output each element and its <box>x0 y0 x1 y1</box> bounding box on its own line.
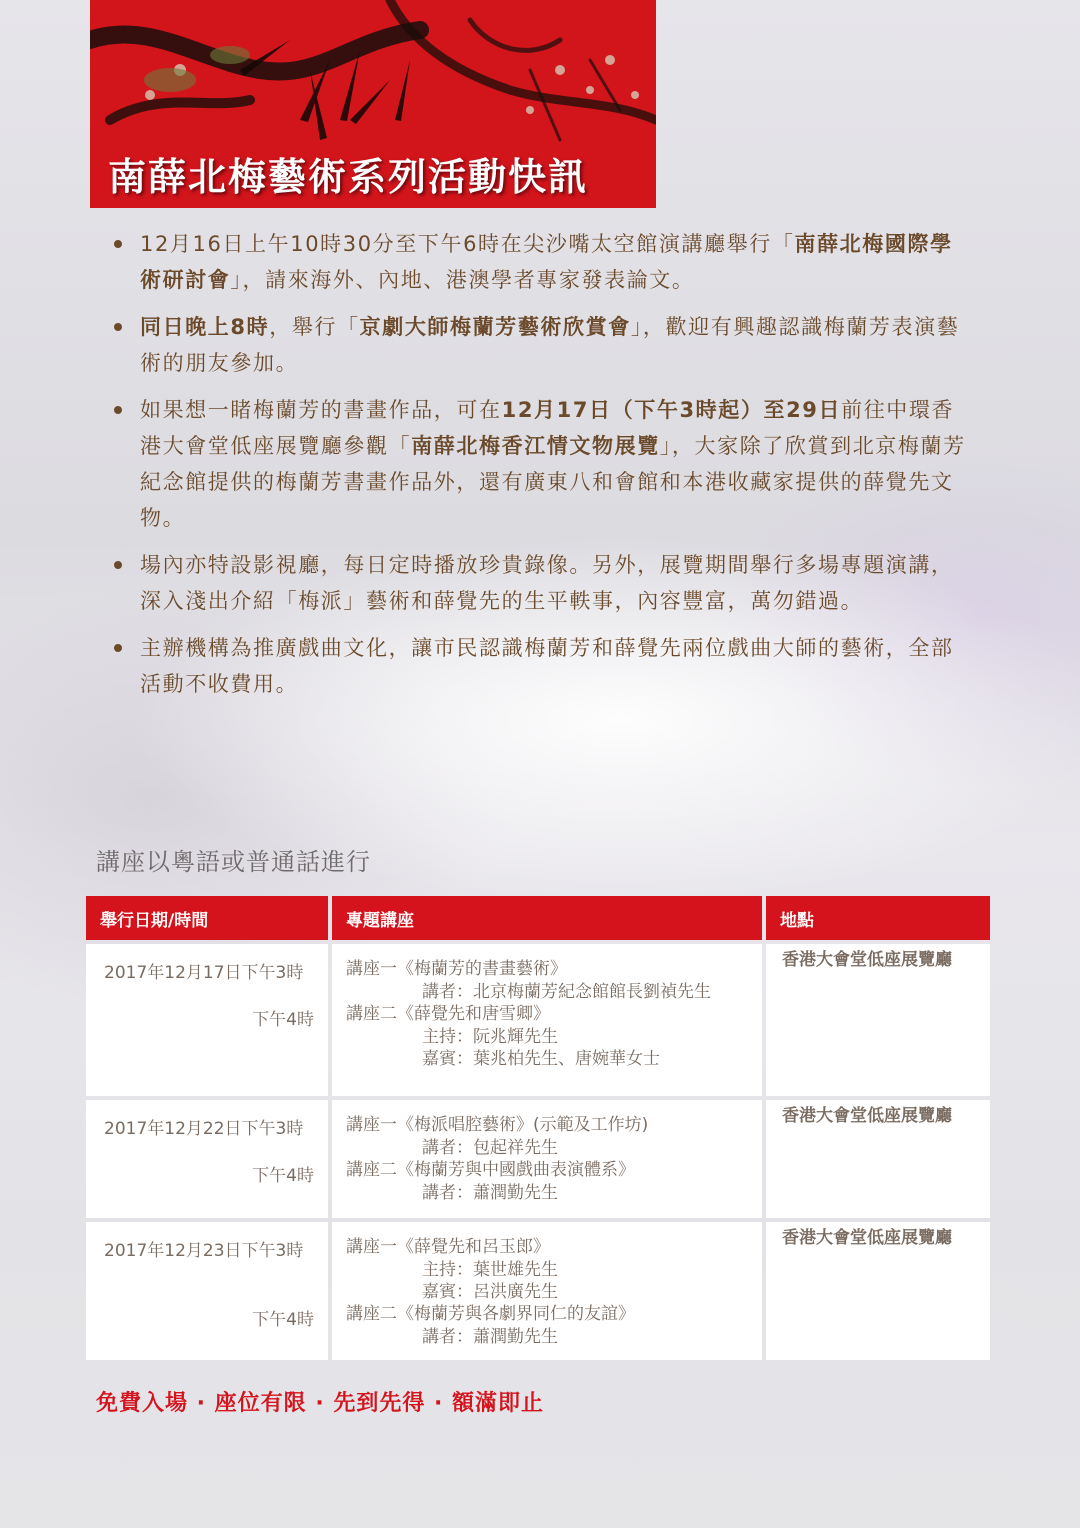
lecture-credit: 主持：阮兆輝先生 <box>422 1027 558 1047</box>
bullet-text: 」，歡迎有興趣認識梅蘭芳表演藝術的朋友參加。 <box>140 315 960 375</box>
table-row <box>86 1100 990 1218</box>
lecture-credit: 講者：包起祥先生 <box>422 1138 558 1158</box>
lecture-credit: 嘉賓：葉兆柏先生、唐婉華女士 <box>422 1049 660 1069</box>
topic-cell <box>332 944 762 1096</box>
header-topic: 專題講座 <box>332 896 762 940</box>
topic-cell <box>332 1100 762 1218</box>
venue-cell: 香港大會堂低座展覽廳 <box>766 944 990 1096</box>
header-venue: 地點 <box>766 896 990 940</box>
date-end: 下午4時 <box>252 1310 314 1330</box>
language-note: 講座以粵語或普通話進行 <box>96 848 371 876</box>
bullet-text: 主辦機構為推廣戲曲文化，讓市民認識梅蘭芳和薛覺先兩位戲曲大師的藝術，全部活動不收費用。 <box>140 636 954 696</box>
bullet-text: 如果想一睹梅蘭芳的書畫作品，可在 <box>140 398 502 422</box>
bullet-text: 」，請來海外、內地、港澳學者專家發表論文。 <box>230 268 695 292</box>
table-header-row <box>86 896 990 940</box>
lecture-title: 講座二《梅蘭芳與各劇界同仁的友誼》 <box>346 1304 635 1324</box>
bullet-bold-text: 南薛北梅香江情文物展覽 <box>411 434 660 458</box>
bullet-text: 場內亦特設影視廳，每日定時播放珍貴錄像。另外，展覽期間舉行多場專題演講，深入淺出介紹「梅派」藝術和薛覺先的生平軼事，內容豐富，萬勿錯過。 <box>140 553 954 613</box>
bullet-text: ，舉行「 <box>269 315 360 339</box>
bullet-bold-text: 京劇大師梅蘭芳藝術欣賞會 <box>359 315 631 339</box>
date-start: 2017年12月17日下午3時 <box>104 963 304 983</box>
date-start: 2017年12月23日下午3時 <box>104 1241 304 1261</box>
lecture-credit: 主持：葉世雄先生 <box>422 1260 558 1280</box>
bullet-text: 12月16日上午10時30分至下午6時 <box>140 232 501 256</box>
date-cell <box>86 944 328 1096</box>
bullet-item <box>112 392 972 536</box>
table-row <box>86 944 990 1096</box>
lecture-title: 講座一《薛覺先和呂玉郎》 <box>346 1237 550 1257</box>
bullet-text: 在尖沙嘴太空館演講廳舉行「 <box>500 232 795 256</box>
lecture-title: 講座一《梅派唱腔藝術》(示範及工作坊) <box>346 1115 649 1135</box>
header-banner <box>90 0 656 208</box>
bullet-item <box>112 226 972 298</box>
lecture-title: 講座二《梅蘭芳與中國戲曲表演體系》 <box>346 1160 635 1180</box>
banner-title: 南薛北梅藝術系列活動快訊 <box>108 155 589 199</box>
lecture-title: 講座二《薛覺先和唐雪卿》 <box>346 1004 550 1024</box>
date-cell <box>86 1100 328 1218</box>
venue-cell: 香港大會堂低座展覽廳 <box>766 1222 990 1360</box>
admission-notice: 免費入場 · 座位有限 · 先到先得 · 額滿即止 <box>96 1391 545 1416</box>
bullet-bold-text: 南薛北梅國際學術研討會 <box>140 232 953 292</box>
date-cell <box>86 1222 328 1360</box>
lecture-credit: 講者：北京梅蘭芳紀念館館長劉禎先生 <box>422 982 711 1002</box>
date-end: 下午4時 <box>252 1010 314 1030</box>
bullet-bold-text: 12月17日（下午3時起）至29日 <box>501 398 842 422</box>
table-row <box>86 1222 990 1360</box>
header-date: 舉行日期/時間 <box>86 896 328 940</box>
info-bullet-list <box>112 226 972 713</box>
bullet-bold-text: 同日晚上8時 <box>140 315 270 339</box>
bullet-item <box>112 630 972 702</box>
date-start: 2017年12月22日下午3時 <box>104 1119 304 1139</box>
bullet-text: 」，大家除了欣賞到北京梅蘭芳紀念館提供的梅蘭芳書畫作品外，還有廣東八和會館和本港收藏家提供的薛覺先文物。 <box>140 434 966 530</box>
bullet-text: 前往中環香港大會堂低座展覽廳參觀「 <box>140 398 955 458</box>
topic-cell <box>332 1222 762 1360</box>
lecture-title: 講座一《梅蘭芳的書畫藝術》 <box>346 959 567 979</box>
bullet-item <box>112 547 972 619</box>
lecture-credit: 講者：蕭潤勤先生 <box>422 1183 558 1203</box>
bullet-item <box>112 309 972 381</box>
venue-cell: 香港大會堂低座展覽廳 <box>766 1100 990 1218</box>
lecture-credit: 講者：蕭潤勤先生 <box>422 1327 558 1347</box>
lecture-credit: 嘉賓：呂洪廣先生 <box>422 1282 558 1302</box>
date-end: 下午4時 <box>252 1166 314 1186</box>
lecture-schedule-table <box>82 892 994 1364</box>
